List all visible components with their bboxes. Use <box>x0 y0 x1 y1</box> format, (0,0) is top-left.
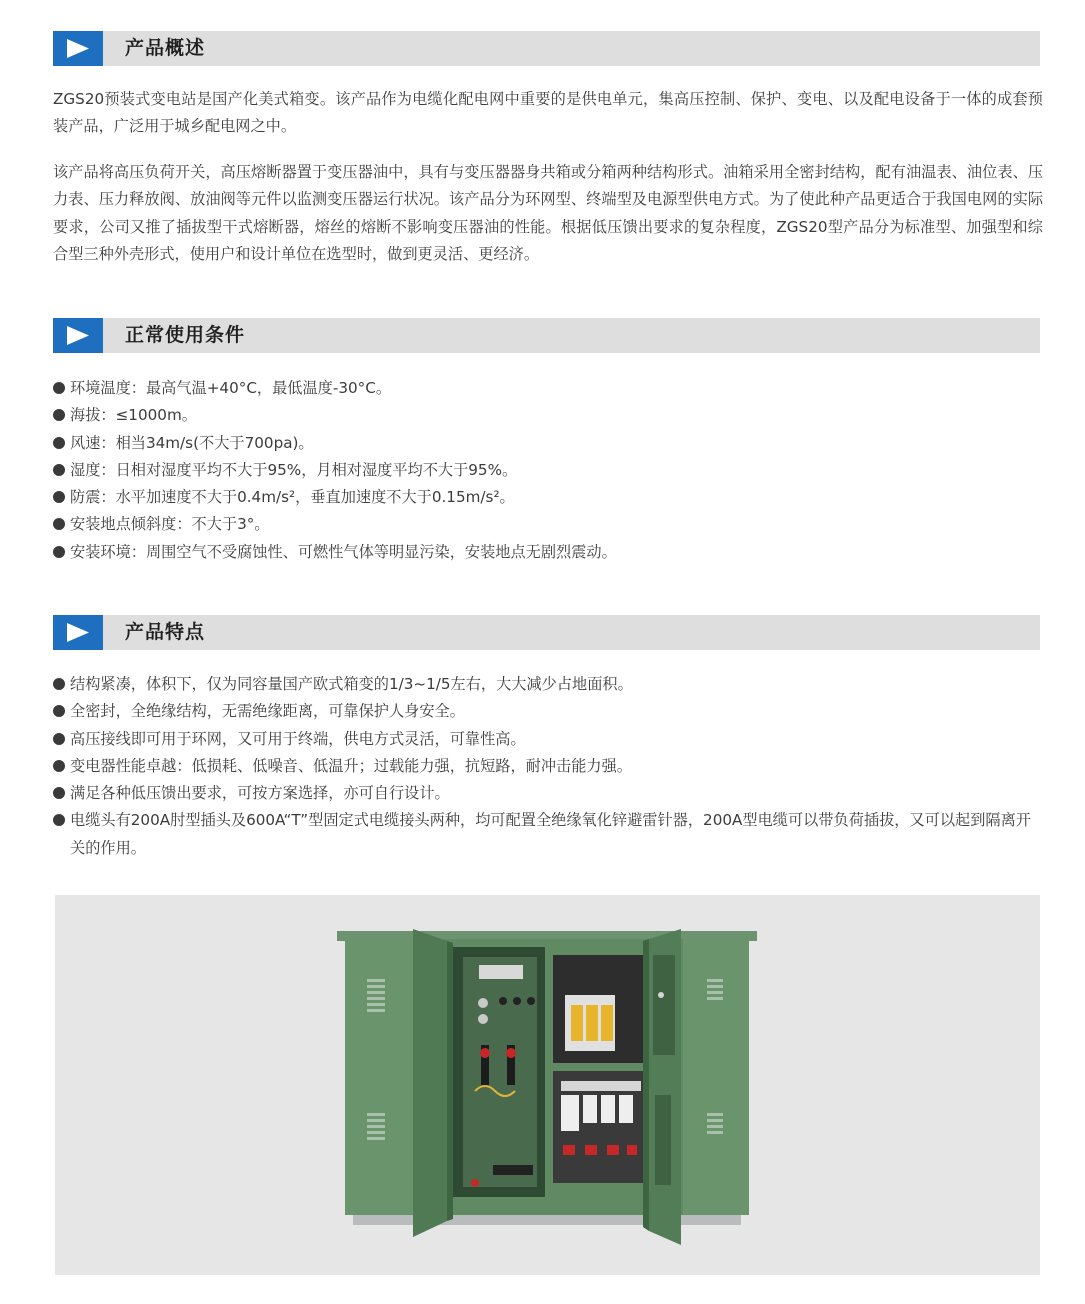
list-item: 环境温度：最高气温+40°C，最低温度-30°C。 <box>53 375 1043 402</box>
section-title: 产品概述 <box>125 37 206 59</box>
play-triangle-icon <box>66 38 90 59</box>
substation-cabinet-illustration <box>55 895 1040 1275</box>
section-header-overview <box>53 31 1040 66</box>
list-item: 结构紧凑，体积下，仅为同容量国产欧式箱变的1/3~1/5左右，大大减少占地面积。 <box>53 671 1043 698</box>
bullet-icon <box>53 678 65 690</box>
bullet-icon <box>53 518 65 530</box>
overview-paragraph-2: 该产品将高压负荷开关，高压熔断器置于变压器油中，具有与变压器器身共箱或分箱两种结构形式。油箱采用全密封结构，配有油温表、油位表、压力表、压力释放阀、放油阀等元件以监测变压器运行状况。该产品分为环网型、终端型及电源型供电方式。为了使此种产品更适合于我国电网的实际要求，公司又推了插拔型干式熔断器，熔丝的熔断不影响变压器油的性能。根据低压馈出要求的复杂程度，ZGS20型产品分为标准型、加强型和综合型三种外壳形式，使用户和设计单位在选型时，做到更灵活、更经济。 <box>53 163 1043 263</box>
list-item: 全密封，全绝缘结构，无需绝缘距离，可靠保护人身安全。 <box>53 698 1043 725</box>
section-icon-box <box>53 31 103 66</box>
conditions-list <box>53 375 1043 566</box>
bullet-icon <box>53 491 65 503</box>
list-item: 湿度：日相对湿度平均不大于95%，月相对湿度平均不大于95%。 <box>53 457 1043 484</box>
product-photo <box>55 895 1040 1275</box>
section-icon-box <box>53 615 103 650</box>
bullet-icon <box>53 409 65 421</box>
bullet-icon <box>53 705 65 717</box>
features-list <box>53 671 1043 862</box>
section-header-features <box>53 615 1040 650</box>
section-header-conditions <box>53 318 1040 353</box>
list-item: 防震：水平加速度不大于0.4m/s²，垂直加速度不大于0.15m/s²。 <box>53 484 1043 511</box>
list-item: 变电器性能卓越：低损耗、低噪音、低温升；过载能力强，抗短路，耐冲击能力强。 <box>53 753 1043 780</box>
overview-paragraph-1: ZGS20预装式变电站是国产化美式箱变。该产品作为电缆化配电网中重要的是供电单元，集高压控制、保护、变电、以及配电设备于一体的成套预装产品，广泛用于城乡配电网之中。 <box>53 90 1043 136</box>
list-item: 安装环境：周围空气不受腐蚀性、可燃性气体等明显污染，安装地点无剧烈震动。 <box>53 539 1043 566</box>
section-title: 正常使用条件 <box>125 324 246 346</box>
bullet-icon <box>53 733 65 745</box>
bullet-icon <box>53 787 65 799</box>
bullet-icon <box>53 437 65 449</box>
play-triangle-icon <box>66 325 90 346</box>
play-triangle-icon <box>66 622 90 643</box>
bullet-icon <box>53 760 65 772</box>
list-item: 电缆头有200A肘型插头及600A“T”型固定式电缆接头两种，均可配置全绝缘氧化锌避雷针器，200A型电缆可以带负荷插拔，又可以起到隔离开关的作用。 <box>53 807 1043 862</box>
list-item: 海拔：≤1000m。 <box>53 402 1043 429</box>
list-item: 安装地点倾斜度：不大于3°。 <box>53 511 1043 538</box>
section-title: 产品特点 <box>125 621 206 643</box>
bullet-icon <box>53 382 65 394</box>
section-icon-box <box>53 318 103 353</box>
list-item: 满足各种低压馈出要求，可按方案选择，亦可自行设计。 <box>53 780 1043 807</box>
list-item: 高压接线即可用于环网，又可用于终端，供电方式灵活，可靠性高。 <box>53 726 1043 753</box>
list-item: 风速：相当34m/s(不大于700pa)。 <box>53 430 1043 457</box>
bullet-icon <box>53 464 65 476</box>
bullet-icon <box>53 814 65 826</box>
bullet-icon <box>53 546 65 558</box>
